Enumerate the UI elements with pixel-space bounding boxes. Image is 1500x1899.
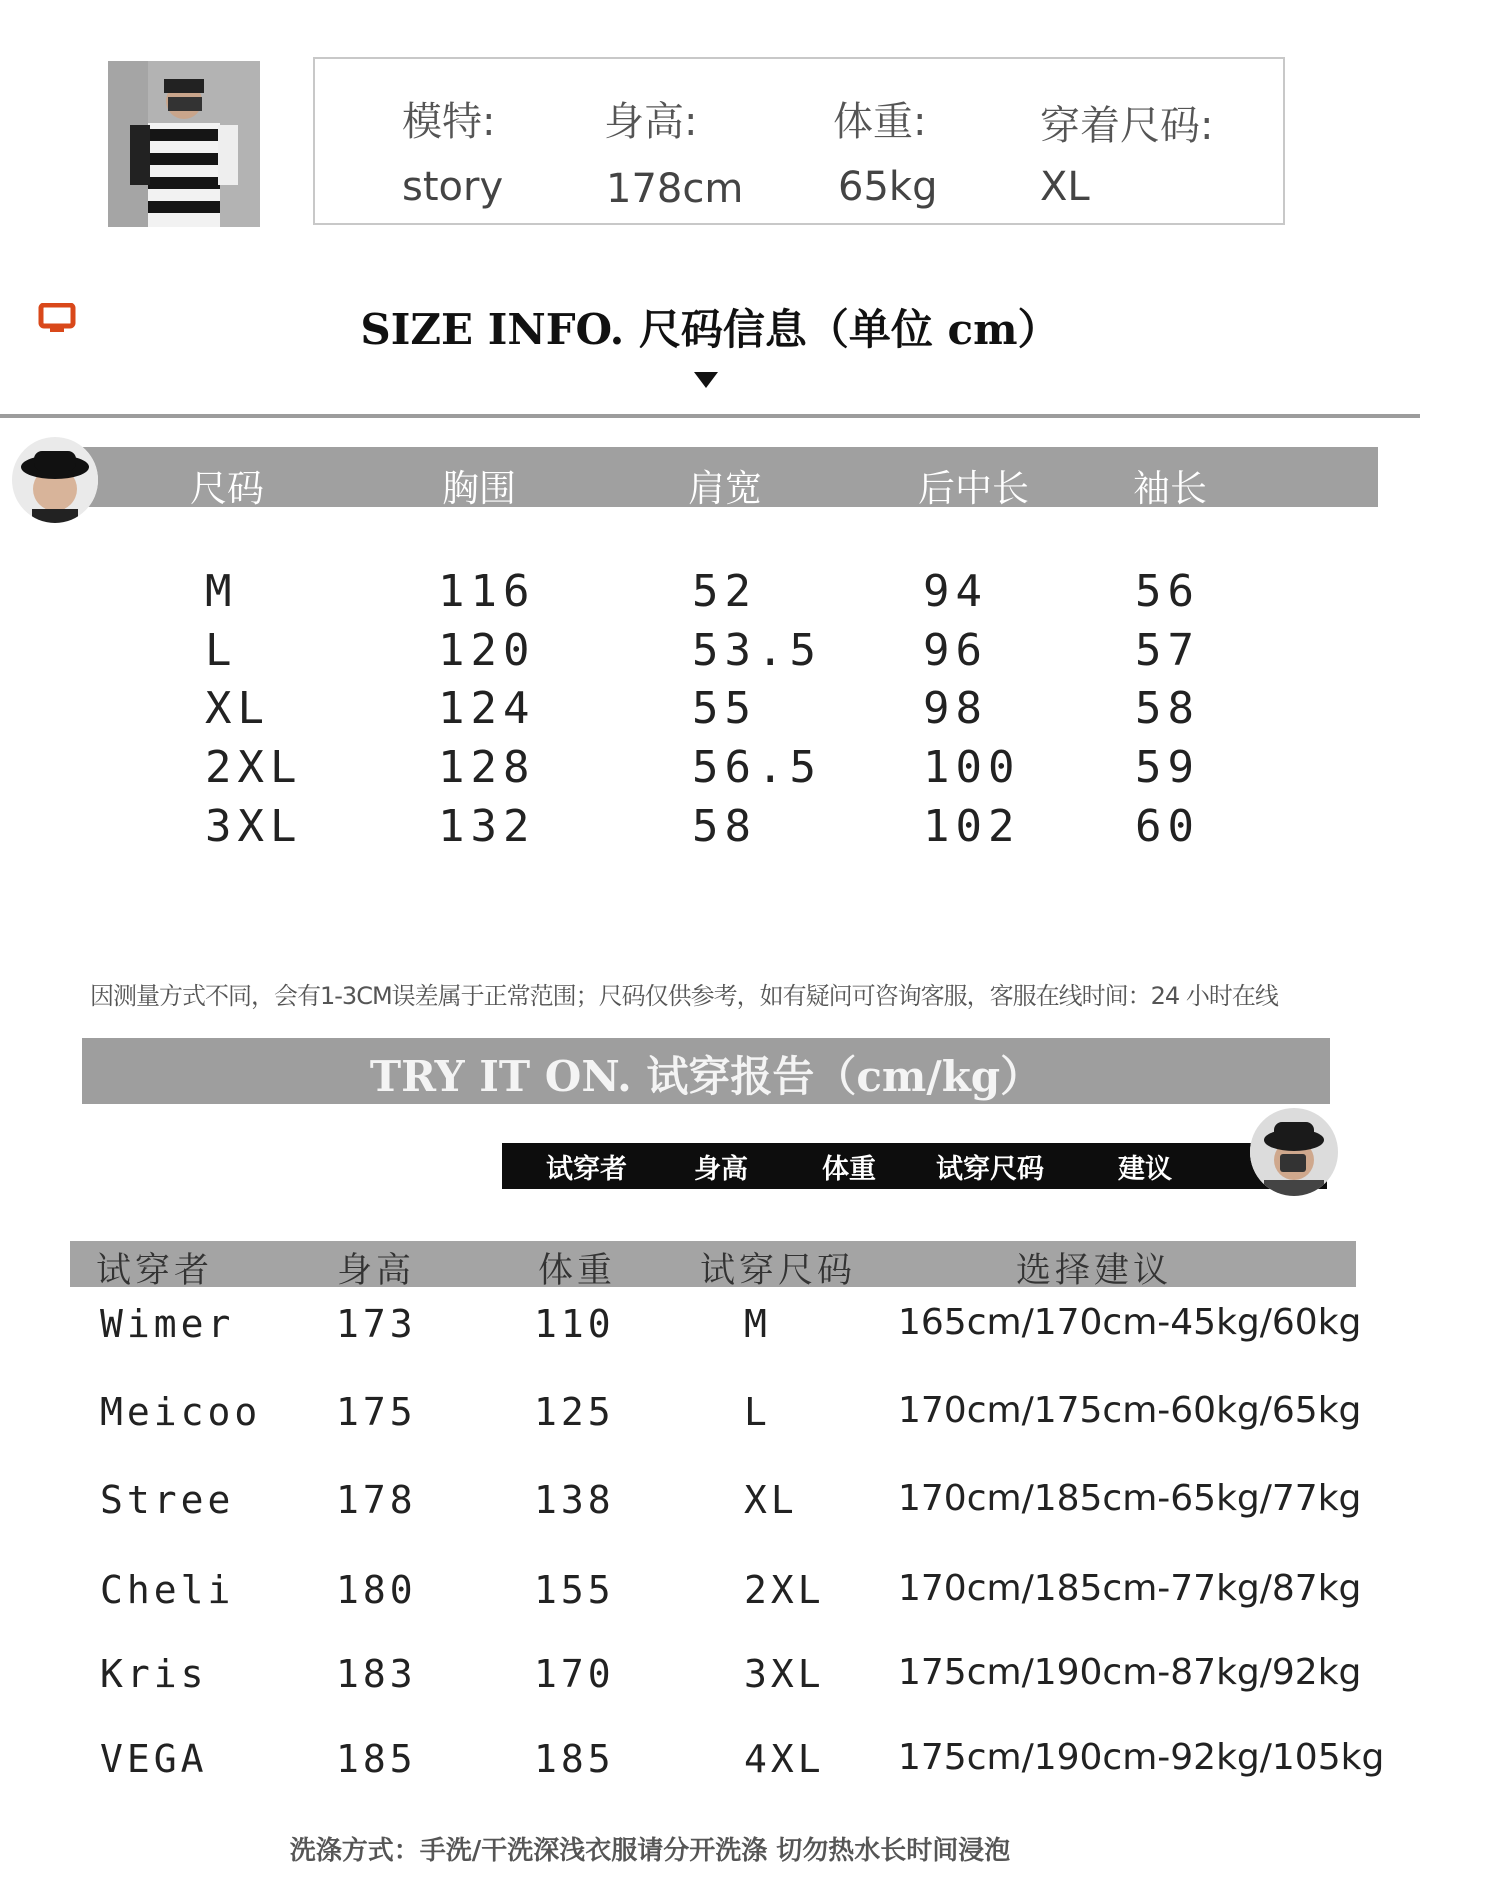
try-cell-weight: 110 <box>534 1302 615 1346</box>
size-cell-size: XL <box>205 683 270 734</box>
col-shoulder: 肩宽 <box>688 467 762 510</box>
try-on-title: TRY IT ON. 试穿报告（cm/kg） <box>369 1052 1043 1101</box>
col-back-length: 后中长 <box>918 467 1029 510</box>
try-cell-try-size: 4XL <box>744 1737 825 1781</box>
size-cell-sleeve: 60 <box>1135 801 1200 852</box>
col-height: 身高 <box>337 1251 416 1291</box>
size-cell-back-length: 96 <box>923 625 988 676</box>
model-label: 模特: <box>402 99 496 145</box>
height-label: 身高: <box>604 99 698 145</box>
col-tester: 试穿者 <box>96 1251 214 1291</box>
try-cell-try-size: XL <box>744 1478 798 1522</box>
worn-size-value: XL <box>1040 164 1090 210</box>
col-weight: 体重 <box>538 1251 617 1291</box>
size-cell-chest: 124 <box>438 683 536 734</box>
size-cell-sleeve: 57 <box>1135 625 1200 676</box>
size-cell-chest: 120 <box>438 625 536 676</box>
weight-value: 65kg <box>838 164 938 210</box>
try-cell-tester: Cheli <box>100 1568 235 1612</box>
try-cell-weight: 185 <box>534 1737 615 1781</box>
size-cell-shoulder: 56.5 <box>692 742 822 793</box>
try-cell-suggestion: 175cm/190cm-87kg/92kg <box>898 1652 1362 1693</box>
try-cell-tester: VEGA <box>100 1737 208 1781</box>
size-cell-size: M <box>205 566 238 617</box>
col-suggestion: 选择建议 <box>1016 1251 1173 1291</box>
try-cell-suggestion: 175cm/190cm-92kg/105kg <box>898 1737 1385 1778</box>
try-cell-weight: 155 <box>534 1568 615 1612</box>
size-cell-shoulder: 52 <box>692 566 757 617</box>
try-cell-height: 185 <box>336 1737 417 1781</box>
size-cell-size: 2XL <box>205 742 303 793</box>
weight-label: 体重: <box>833 99 927 145</box>
avatar <box>12 437 98 523</box>
try-cell-weight: 138 <box>534 1478 615 1522</box>
black-col-height: 身高 <box>694 1154 748 1185</box>
size-cell-sleeve: 59 <box>1135 742 1200 793</box>
try-cell-tester: Stree <box>100 1478 235 1522</box>
size-cell-chest: 128 <box>438 742 536 793</box>
avatar <box>1250 1108 1338 1196</box>
size-cell-shoulder: 55 <box>692 683 757 734</box>
size-cell-back-length: 98 <box>923 683 988 734</box>
try-cell-height: 175 <box>336 1390 417 1434</box>
black-col-tester: 试穿者 <box>546 1154 627 1185</box>
washing-instructions: 洗涤方式：手洗/干洗深浅衣服请分开洗涤 切勿热水长时间浸泡 <box>289 1836 1011 1866</box>
try-cell-try-size: L <box>744 1390 771 1434</box>
col-sleeve: 袖长 <box>1133 467 1207 510</box>
size-cell-back-length: 100 <box>923 742 1021 793</box>
size-cell-sleeve: 58 <box>1135 683 1200 734</box>
try-cell-suggestion: 170cm/185cm-77kg/87kg <box>898 1568 1362 1609</box>
try-cell-try-size: 2XL <box>744 1568 825 1612</box>
size-cell-back-length: 94 <box>923 566 988 617</box>
worn-size-label: 穿着尺码: <box>1040 103 1214 149</box>
try-cell-suggestion: 170cm/175cm-60kg/65kg <box>898 1390 1362 1431</box>
try-cell-tester: Meicoo <box>100 1390 262 1434</box>
try-cell-suggestion: 165cm/170cm-45kg/60kg <box>898 1302 1362 1343</box>
size-cell-shoulder: 58 <box>692 801 757 852</box>
col-try-size: 试穿尺码 <box>700 1251 857 1291</box>
size-cell-size: L <box>205 625 238 676</box>
try-cell-height: 183 <box>336 1652 417 1696</box>
col-chest: 胸围 <box>442 467 516 510</box>
try-cell-height: 180 <box>336 1568 417 1612</box>
try-cell-height: 173 <box>336 1302 417 1346</box>
black-col-weight: 体重 <box>822 1154 876 1185</box>
size-cell-sleeve: 56 <box>1135 566 1200 617</box>
measurement-note: 因测量方式不同，会有1-3CM误差属于正常范围；尺码仅供参考，如有疑问可咨询客服，客服在线时间：24 小时在线 <box>90 982 1278 1010</box>
triangle-down-icon <box>690 368 722 392</box>
try-cell-tester: Wimer <box>100 1302 235 1346</box>
try-cell-try-size: 3XL <box>744 1652 825 1696</box>
black-col-size: 试穿尺码 <box>936 1154 1044 1185</box>
try-cell-height: 178 <box>336 1478 417 1522</box>
size-cell-chest: 132 <box>438 801 536 852</box>
model-photo <box>108 61 260 227</box>
model-name-value: story <box>402 164 504 210</box>
size-cell-back-length: 102 <box>923 801 1021 852</box>
try-cell-weight: 170 <box>534 1652 615 1696</box>
size-info-title: SIZE INFO. 尺码信息（单位 cm） <box>360 305 1060 354</box>
black-col-advice: 建议 <box>1118 1154 1172 1185</box>
try-cell-suggestion: 170cm/185cm-65kg/77kg <box>898 1478 1362 1519</box>
try-cell-try-size: M <box>744 1302 771 1346</box>
col-size: 尺码 <box>190 467 264 510</box>
size-cell-shoulder: 53.5 <box>692 625 822 676</box>
height-value: 178cm <box>606 166 744 212</box>
try-cell-tester: Kris <box>100 1652 208 1696</box>
section-divider <box>0 414 1420 418</box>
size-cell-chest: 116 <box>438 566 536 617</box>
size-cell-size: 3XL <box>205 801 303 852</box>
try-cell-weight: 125 <box>534 1390 615 1434</box>
